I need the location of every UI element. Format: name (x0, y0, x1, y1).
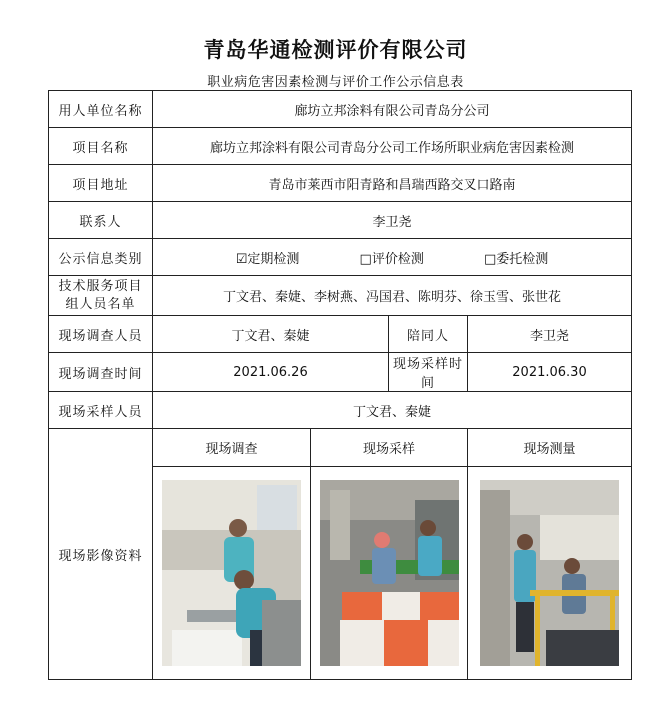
photo-measurement-heading: 现场测量 (468, 429, 631, 467)
row-survey-staff (49, 316, 632, 353)
category-options (153, 239, 632, 276)
contact-value: 李卫尧 (153, 202, 632, 239)
tech-team-label-line1: 技术服务项目 (58, 278, 143, 294)
option-periodic (236, 248, 300, 267)
row-sampling-staff (49, 392, 632, 429)
row-project-address (49, 165, 632, 202)
row-photos (49, 429, 632, 680)
measurement-photo-image (480, 480, 619, 666)
option-evaluation-label: 评价检测 (371, 251, 424, 267)
row-tech-team (49, 276, 632, 316)
sampling-staff-label: 现场采样人员 (49, 392, 153, 429)
survey-staff-value: 丁文君、秦婕 (153, 316, 389, 353)
checkbox-empty-icon: □ (483, 251, 497, 267)
photo-column-survey (153, 429, 311, 680)
photo-column-measurement (468, 429, 632, 680)
employer-label: 用人单位名称 (49, 91, 153, 128)
tech-team-value: 丁文君、秦婕、李树燕、冯国君、陈明芬、徐玉雪、张世花 (153, 276, 632, 316)
row-employer (49, 91, 632, 128)
form-subtitle: 职业病危害因素检测与评价工作公示信息表 (207, 75, 464, 90)
info-table (48, 90, 632, 680)
project-address-label: 项目地址 (49, 165, 153, 202)
option-periodic-label: 定期检测 (247, 251, 300, 267)
photos-label: 现场影像资料 (49, 429, 153, 680)
photo-sampling-heading: 现场采样 (311, 429, 467, 467)
accompany-label: 陪同人 (389, 316, 468, 353)
project-name-label: 项目名称 (49, 128, 153, 165)
checkbox-empty-icon: □ (359, 251, 372, 267)
company-title: 青岛华通检测评价有限公司 (203, 38, 468, 62)
accompany-value: 李卫尧 (468, 316, 632, 353)
option-evaluation (360, 248, 424, 267)
survey-time-label: 现场调查时间 (49, 353, 153, 392)
row-category (49, 239, 632, 276)
tech-team-label (49, 276, 153, 316)
project-name-value: 廊坊立邦涂料有限公司青岛分公司工作场所职业病危害因素检测 (153, 128, 632, 165)
checkbox-checked-icon: ☑ (235, 251, 248, 267)
row-contact (49, 202, 632, 239)
survey-staff-label: 现场调查人员 (49, 316, 153, 353)
sampling-time-value: 2021.06.30 (468, 353, 632, 392)
row-survey-time (49, 353, 632, 392)
project-address-value: 青岛市莱西市阳青路和昌瑞西路交叉口路南 (153, 165, 632, 202)
option-entrusted-label: 委托检测 (496, 251, 549, 267)
photo-column-sampling (311, 429, 468, 680)
survey-time-value: 2021.06.26 (153, 353, 389, 392)
sampling-photo-image (320, 480, 459, 666)
photo-survey-heading: 现场调查 (153, 429, 310, 467)
survey-photo-image (162, 480, 301, 666)
contact-label: 联系人 (49, 202, 153, 239)
sampling-time-label: 现场采样时间 (389, 353, 468, 392)
row-project-name (49, 128, 632, 165)
tech-team-label-line2: 组人员名单 (65, 296, 136, 312)
sampling-staff-value: 丁文君、秦婕 (153, 392, 632, 429)
category-label: 公示信息类别 (49, 239, 153, 276)
employer-value: 廊坊立邦涂料有限公司青岛分公司 (153, 91, 632, 128)
option-entrusted (484, 248, 548, 267)
